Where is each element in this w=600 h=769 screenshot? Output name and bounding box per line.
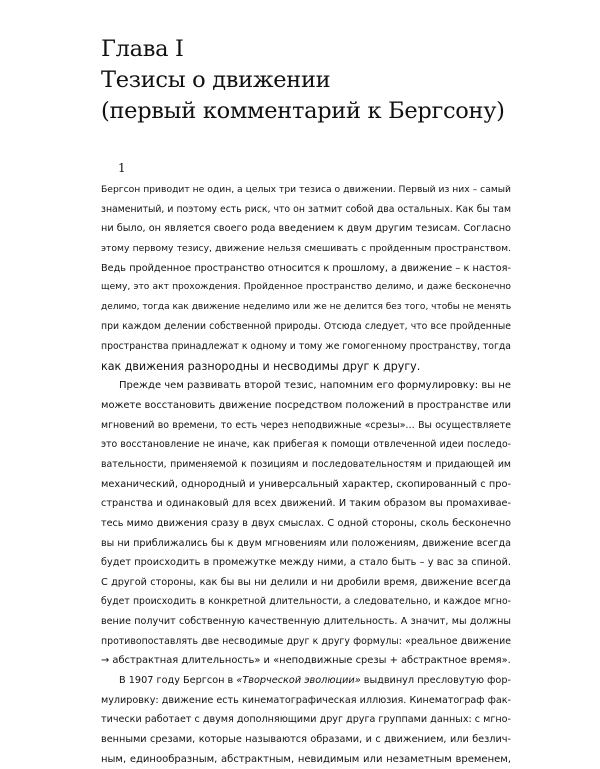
- text-line: тически работает с двумя дополняющими друг друга группами данных: с мгно-: [101, 714, 511, 726]
- text-line: вы ни приближались бы к двум мгновениям или положениям, движение всегда: [101, 537, 511, 549]
- text-line: Ведь пройденное пространство относится к прошлому, а движение – к настоя-: [101, 262, 511, 274]
- book-title-citation: «Творческой эволюции»: [236, 675, 361, 687]
- text-line: этому первому тезису, движение нельзя смешивать с пройденным пространством.: [101, 242, 511, 254]
- text-line: при каждом делении собственной природы. Отсюда следует, что все пройденные: [101, 321, 511, 333]
- text-line: это восстановление не иначе, как прибегая к помощи отвлеченной идеи последо-: [101, 439, 511, 451]
- section-number: 1: [118, 161, 126, 175]
- text-line: как движения разнородны и несводимы друг к другу.: [101, 359, 421, 373]
- text-line: тесь мимо движения сразу в двух смыслах. С одной стороны, сколь бесконечно: [101, 517, 511, 529]
- text-line: → абстрактная длительность» и «неподвижные срезы + абстрактное время».: [101, 655, 511, 667]
- text-line: ни было, он является своего рода введением к двум другим тезисам. Согласно: [101, 223, 511, 235]
- paragraph-2: [101, 376, 511, 671]
- text-line: вательности, применяемой к позициям и последовательностям и придающей им: [101, 458, 511, 470]
- text-line: венными срезами, которые называются образами, и с движением, или безлич-: [101, 733, 511, 745]
- text-line: С другой стороны, как бы вы ни делили и ни дробили время, движение всегда: [101, 576, 511, 588]
- text-segment: выдвинул пресловутую фор-: [360, 675, 511, 687]
- text-line: противопоставлять две несводимые друг к другу формулы: «реальное движение: [101, 635, 511, 647]
- text-line: ным, единообразным, абстрактным, невидимым или незаметным временем,: [101, 753, 511, 765]
- text-line: вение получит собственную качественную длительность. А значит, мы должны: [101, 616, 511, 628]
- text-line: будет происходить в конкретной длительности, а следовательно, и каждое мгно-: [101, 596, 511, 608]
- text-line: знаменитый, и поэтому есть риск, что он затмит собой два остальных. Как бы там: [101, 203, 511, 215]
- text-segment: В 1907 году Бергсон в: [119, 675, 237, 687]
- text-line: пространства принадлежат к одному и тому же гомогенному пространству, тогда: [101, 341, 511, 353]
- text-line: мулировку: движение есть кинематографическая иллюзия. Кинематограф фак-: [101, 694, 511, 706]
- text-line: Прежде чем развивать второй тезис, напомним его формулировку: вы не: [119, 380, 511, 392]
- paragraph-3: [101, 671, 511, 769]
- paragraph-1: [101, 180, 511, 376]
- text-line: механический, однородный и универсальный характер, скопированный с про-: [101, 478, 511, 490]
- text-line: мгновений во времени, то есть через неподвижные «срезы»… Вы осуществляете: [101, 419, 511, 431]
- text-line: щему, это акт прохождения. Пройденное пространство делимо, и даже бесконечно: [101, 282, 511, 293]
- chapter-heading: [101, 34, 561, 127]
- text-line: странства и одинаковый для всех движений. И таким образом вы промахивае-: [101, 498, 511, 510]
- chapter-title-line-2: (первый комментарий к Бергсону): [101, 98, 505, 124]
- chapter-label: Глава I: [101, 36, 184, 62]
- text-line: делимо, тогда как движение неделимо или же не делится без того, чтобы не менять: [101, 301, 511, 312]
- text-line: будет происходить в промежутке между ними, а стало быть – у вас за спиной.: [101, 557, 511, 569]
- body-text: [101, 180, 511, 769]
- text-line: Бергсон приводит не один, а целых три тезиса о движении. Первый из них – самый: [101, 184, 511, 195]
- text-line-with-citation: [101, 671, 511, 691]
- text-line: можете восстановить движение посредством положений в пространстве или: [101, 400, 511, 412]
- chapter-title-line-1: Тезисы о движении: [101, 67, 331, 93]
